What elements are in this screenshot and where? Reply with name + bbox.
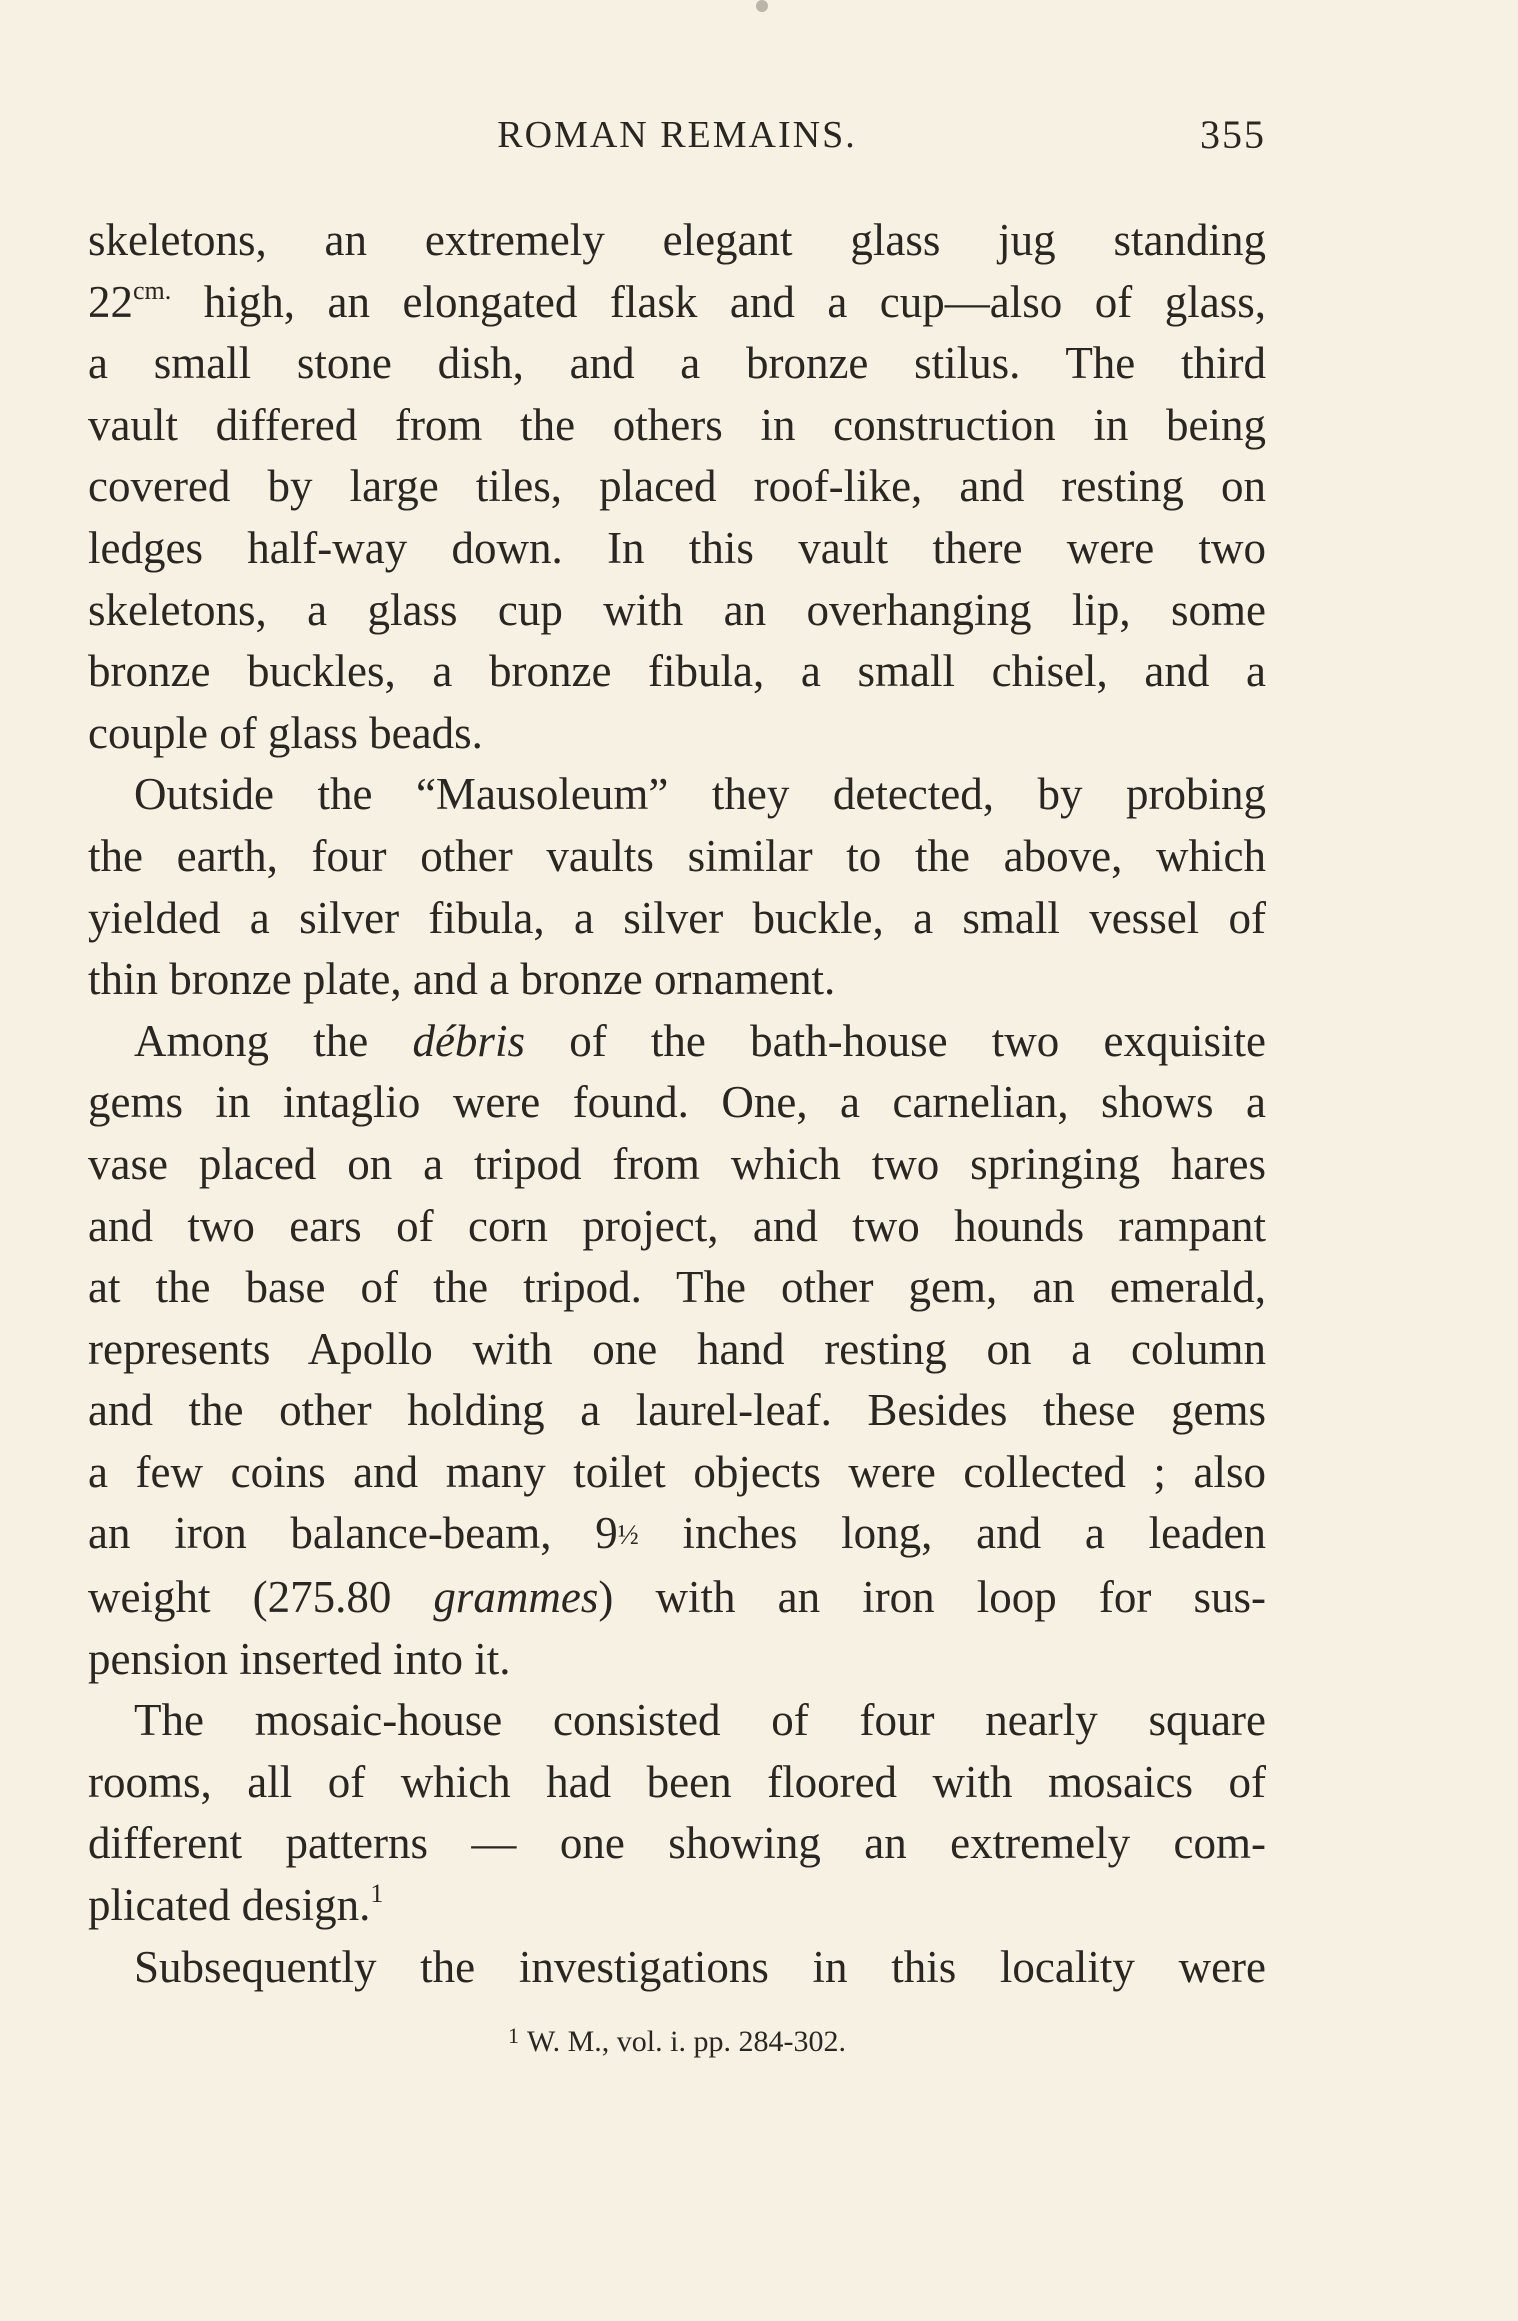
text-line xyxy=(88,272,1266,334)
line-start: plicated design. xyxy=(88,1880,371,1931)
text-line xyxy=(88,1011,1266,1073)
text-line: couple of glass beads. xyxy=(88,707,483,758)
page-number: 355 xyxy=(1200,112,1266,157)
text-line xyxy=(88,1503,1266,1567)
paragraph-2 xyxy=(88,764,1266,1010)
paragraph-1 xyxy=(88,210,1266,764)
line-start: Among the xyxy=(134,1015,413,1066)
line-rest: high, an elongated flask and a cup—also of glass, xyxy=(171,276,1266,327)
text-line: a few coins and many toilet objects were collected ; also xyxy=(88,1446,1266,1497)
line-rest: ) with an iron loop for sus- xyxy=(598,1572,1266,1623)
text-line: at the base of the tripod. The other gem, an emerald, xyxy=(88,1262,1266,1313)
text-line: the earth, four other vaults similar to the above, which xyxy=(88,830,1266,881)
footnote-text: W. M., vol. i. pp. 284-302. xyxy=(527,2025,846,2058)
text-line: The mosaic-house consisted of four nearly square xyxy=(134,1695,1266,1746)
italic-term: grammes xyxy=(433,1572,599,1623)
text-line: and two ears of corn project, and two hounds rampant xyxy=(88,1200,1266,1251)
measurement-number: 22 xyxy=(88,276,133,327)
paragraph-4 xyxy=(88,1690,1266,1936)
text-line: skeletons, a glass cup with an overhanging lip, some xyxy=(88,584,1266,635)
text-line: skeletons, an extremely elegant glass jug standing xyxy=(88,215,1266,265)
text-line: thin bronze plate, and a bronze ornament. xyxy=(88,954,836,1005)
footnote xyxy=(88,2014,1266,2064)
running-title: ROMAN REMAINS. xyxy=(497,114,857,156)
text-line: and the other holding a laurel-leaf. Besides these gems xyxy=(88,1385,1266,1436)
text-line: yielded a silver fibula, a silver buckle, a small vessel of xyxy=(88,892,1266,943)
text-line: different patterns — one showing an extremely com- xyxy=(88,1818,1266,1869)
superscript-unit: cm. xyxy=(133,275,172,305)
text-line: Subsequently the investigations in this locality were xyxy=(134,1941,1266,1992)
text-line xyxy=(88,1567,1266,1629)
italic-term: débris xyxy=(412,1015,525,1066)
paragraph-5 xyxy=(88,1937,1266,1999)
line-rest: of the bath-house two exquisite xyxy=(524,1015,1266,1066)
text-line: represents Apollo with one hand resting on a column xyxy=(88,1323,1266,1374)
text-line: gems in intaglio were found. One, a carnelian, shows a xyxy=(88,1077,1266,1128)
text-line: vault differed from the others in construction in being xyxy=(88,399,1266,450)
text-line: a small stone dish, and a bronze stilus. The third xyxy=(88,338,1266,389)
text-line: rooms, all of which had been floored with mosaics of xyxy=(88,1756,1266,1807)
paragraph-3 xyxy=(88,1011,1266,1691)
line-rest: inches long, and a leaden xyxy=(638,1508,1266,1559)
text-line: Outside the “Mausoleum” they detected, by probing xyxy=(134,769,1266,820)
body-text xyxy=(88,210,1266,1998)
text-line: bronze buckles, a bronze fibula, a small chisel, and a xyxy=(88,646,1266,697)
text-line xyxy=(88,1875,1266,1937)
footnote-reference[interactable]: 1 xyxy=(370,1879,384,1909)
text-line: covered by large tiles, placed roof-like, and resting on xyxy=(88,461,1266,512)
text-line: pension inserted into it. xyxy=(88,1633,511,1684)
ink-smudge xyxy=(756,0,768,12)
line-start: an iron balance-beam, 9 xyxy=(88,1508,618,1559)
text-line: vase placed on a tripod from which two springing hares xyxy=(88,1138,1266,1189)
running-head xyxy=(88,110,1266,160)
footnote-mark: 1 xyxy=(508,2023,520,2048)
line-start: weight (275.80 xyxy=(88,1572,434,1623)
fraction-half: ½ xyxy=(617,1520,639,1552)
text-line: ledges half-way down. In this vault there were two xyxy=(88,522,1266,573)
